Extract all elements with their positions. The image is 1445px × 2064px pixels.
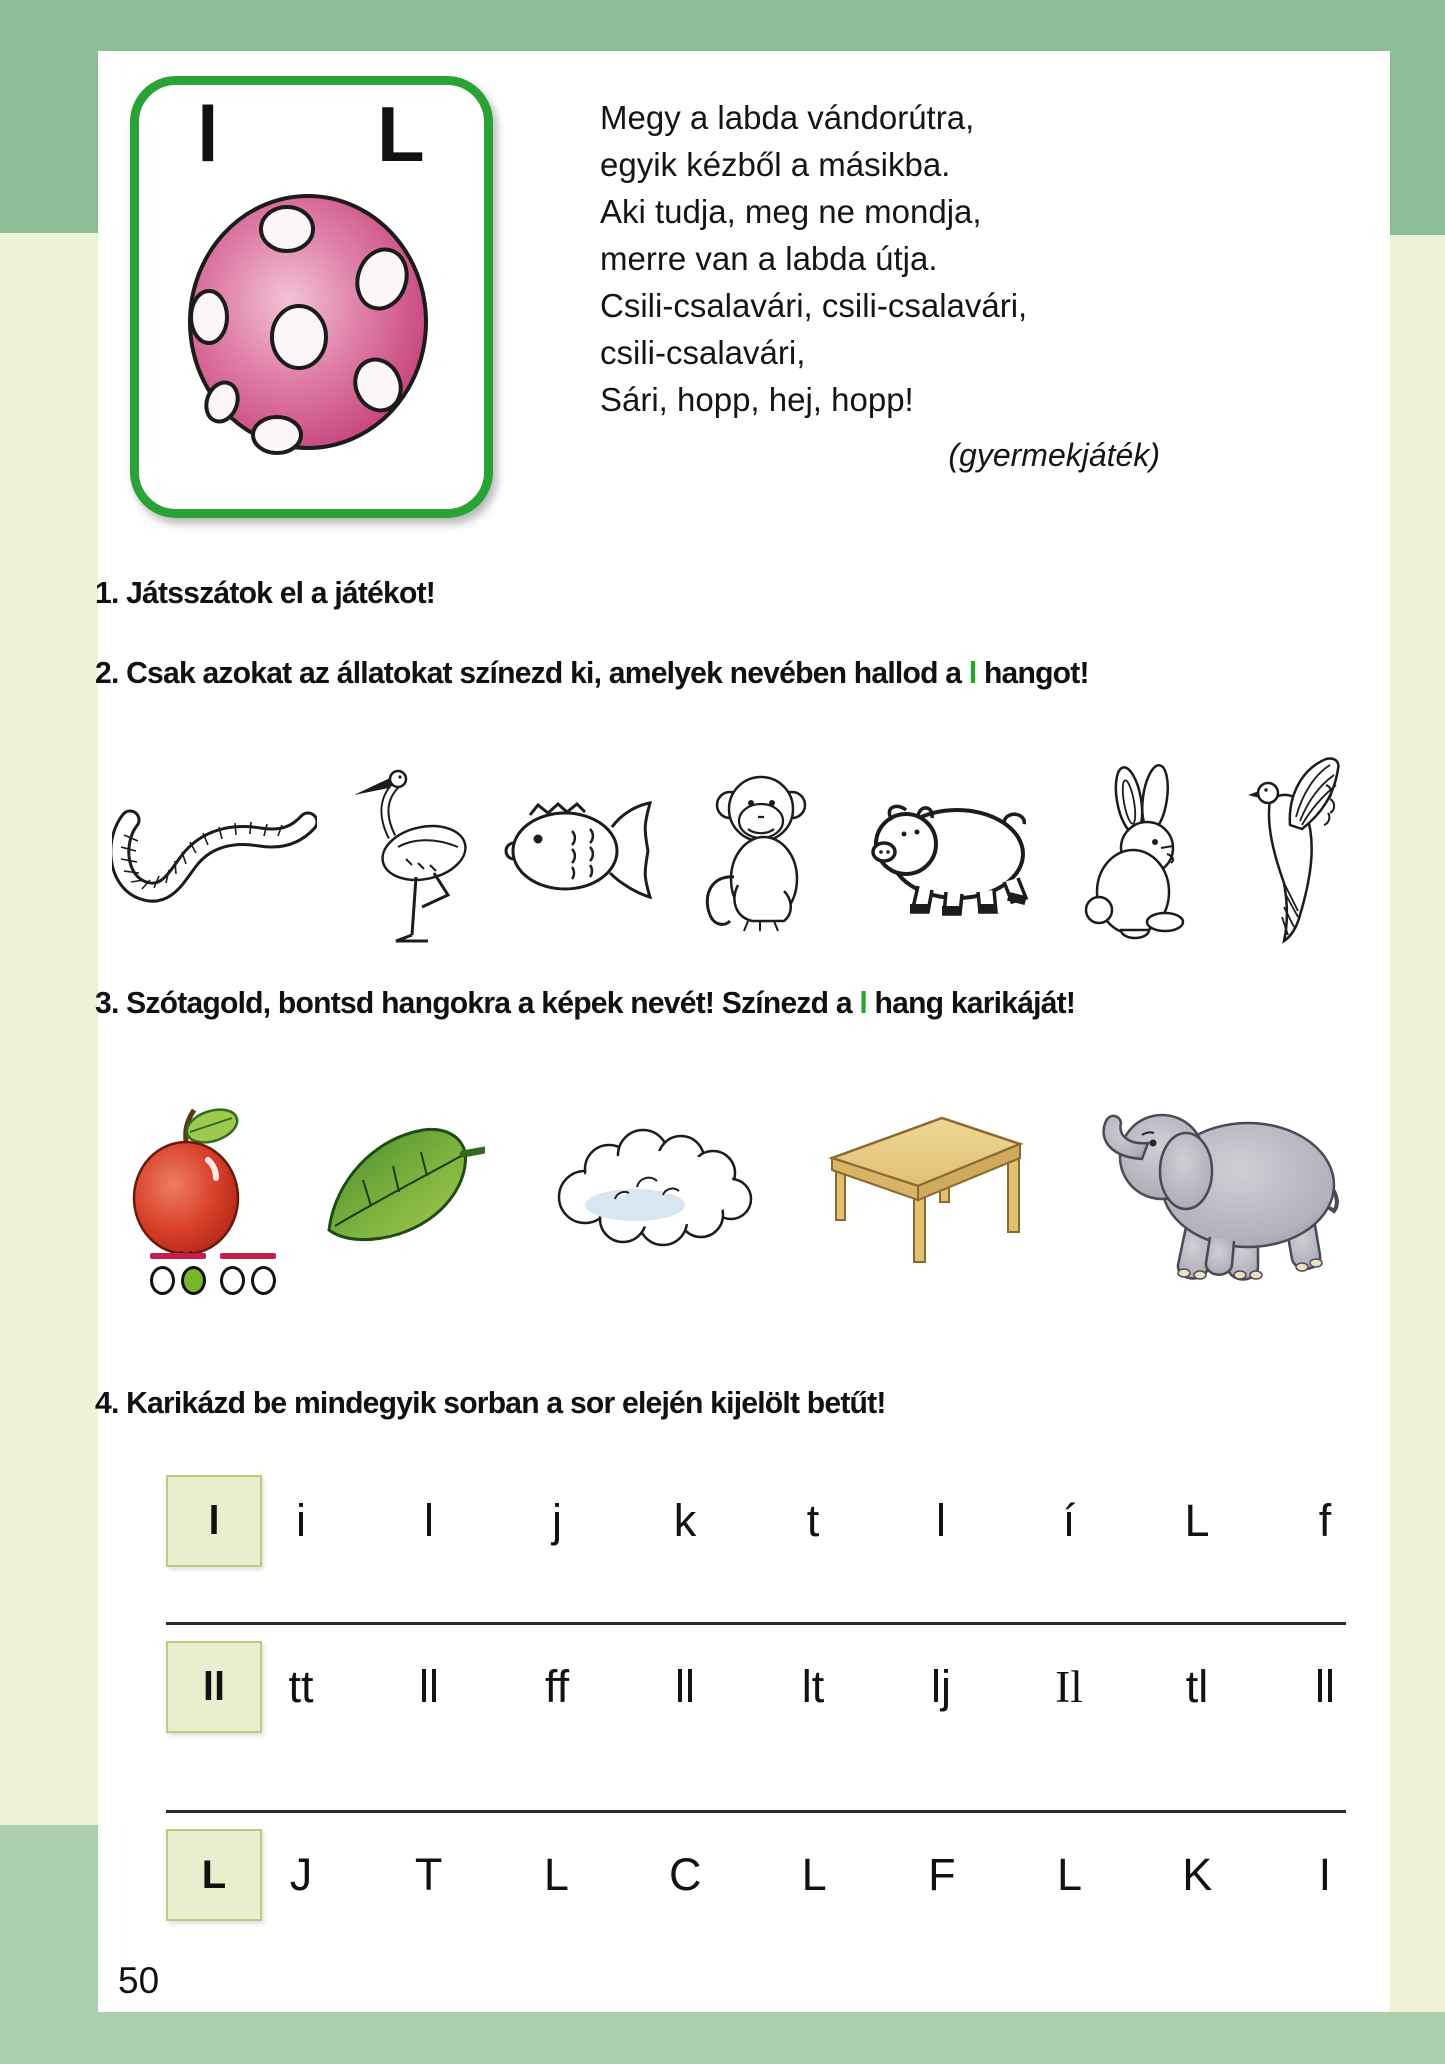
- key-letter-box: ll: [166, 1641, 262, 1733]
- stork-icon: [346, 755, 471, 950]
- row-letter: t: [806, 1495, 820, 1546]
- row-letter: l: [424, 1495, 434, 1546]
- exercise-3-text-suffix: hang karikáját!: [866, 985, 1076, 1020]
- apple-icon: [120, 1102, 255, 1267]
- uppercase-letter: L: [377, 90, 425, 178]
- key-letter-box: L: [166, 1829, 262, 1921]
- letter-row: [286, 1829, 1340, 1921]
- row-letter: tl: [1185, 1661, 1209, 1712]
- sound-circle: [181, 1266, 206, 1295]
- left-pale-strip: [0, 233, 98, 1825]
- rabbit-icon: [1081, 762, 1201, 942]
- fish-icon: [500, 785, 660, 920]
- poem-line: Aki tudja, meg ne mondja,: [600, 193, 982, 230]
- poem-line: csili-csalavári,: [600, 334, 806, 371]
- row-letter: lj: [931, 1661, 951, 1712]
- letter-row: [286, 1641, 1340, 1733]
- poem-line: Sári, hopp, hej, hopp!: [600, 381, 914, 418]
- syllable-marks: [150, 1253, 276, 1295]
- left-green-band: [0, 51, 98, 233]
- exercise-2-highlight-letter: l: [968, 655, 977, 690]
- row-letter: k: [673, 1495, 697, 1546]
- syllable-group: [220, 1253, 276, 1295]
- top-green-band: [0, 0, 1445, 51]
- row-letter: L: [543, 1849, 569, 1900]
- exercise-3-highlight-letter: l: [859, 985, 867, 1020]
- monkey-icon: [688, 765, 833, 940]
- letter-row: [286, 1475, 1340, 1567]
- poem-line: merre van a labda útja.: [600, 240, 938, 277]
- exercise-2-heading: [95, 655, 1089, 691]
- row-letter: F: [928, 1849, 956, 1900]
- row-letter: Il: [1055, 1662, 1083, 1712]
- cloud-icon: [545, 1117, 760, 1252]
- bird-icon: [1230, 755, 1350, 950]
- sound-circle: [251, 1266, 276, 1295]
- animals-row: [112, 752, 1350, 952]
- row-divider: [166, 1622, 1346, 1625]
- row-letter: í: [1062, 1495, 1076, 1546]
- row-letter: L: [1184, 1495, 1210, 1546]
- leaf-icon: [315, 1110, 485, 1260]
- exercise-4-heading: 4. Karikázd be mindegyik sorban a sor elején kijelölt betűt!: [95, 1385, 886, 1420]
- bottom-green-band: [0, 2012, 1445, 2064]
- row-letter: tt: [288, 1661, 314, 1712]
- exercise-1-heading: 1. Játsszátok el a játékot!: [95, 575, 436, 610]
- poem-line: Megy a labda vándorútra,: [600, 99, 975, 136]
- row-letter: J: [289, 1849, 313, 1900]
- lowercase-letter: l: [197, 90, 219, 178]
- right-pale-strip: [1390, 235, 1445, 2012]
- letter-card: [130, 76, 493, 518]
- syllable-bar: [150, 1253, 206, 1259]
- row-letter: ll: [1315, 1661, 1335, 1712]
- poem-line: Csili-csalavári, csili-csalavári,: [600, 287, 1028, 324]
- sound-circle: [150, 1266, 175, 1295]
- pig-icon: [862, 782, 1052, 922]
- table-icon: [820, 1100, 1030, 1270]
- right-green-band: [1390, 51, 1445, 235]
- row-letter: C: [669, 1849, 702, 1900]
- elephant-icon: [1090, 1087, 1350, 1282]
- row-letter: i: [296, 1495, 306, 1546]
- syllable-bar: [220, 1253, 276, 1259]
- row-letter: ff: [544, 1661, 570, 1712]
- row-letter: l: [936, 1495, 946, 1546]
- sound-circle: [220, 1266, 245, 1295]
- exercise-2-text: 2. Csak azokat az állatokat színezd ki, amelyek nevében hallod a: [95, 655, 969, 690]
- syllable-group: [150, 1253, 206, 1295]
- ball-icon: [177, 187, 439, 461]
- row-letter: T: [414, 1849, 443, 1900]
- row-letter: L: [1057, 1849, 1083, 1900]
- exercise-3-heading: [95, 985, 1075, 1021]
- poem-line: egyik kézből a másikba.: [600, 146, 951, 183]
- row-letter: j: [552, 1495, 562, 1546]
- exercise-2-text-suffix: hangot!: [976, 655, 1089, 690]
- poem: [600, 94, 1200, 423]
- pictures-row: [120, 1062, 1350, 1307]
- exercise-3-text: 3. Szótagold, bontsd hangokra a képek nevét! Színezd a: [95, 985, 860, 1020]
- row-letter: L: [801, 1849, 827, 1900]
- worm-icon: [112, 785, 317, 920]
- poem-attribution: (gyermekjáték): [948, 437, 1160, 473]
- key-letter-box: l: [166, 1475, 262, 1567]
- row-letter: ll: [419, 1661, 439, 1712]
- row-letter: ll: [675, 1661, 695, 1712]
- row-letter: f: [1318, 1495, 1332, 1546]
- row-divider: [166, 1810, 1346, 1813]
- page-number: 50: [118, 1960, 160, 2001]
- row-letter: K: [1182, 1849, 1213, 1900]
- row-letter: lt: [801, 1661, 825, 1712]
- row-letter: I: [1318, 1849, 1332, 1900]
